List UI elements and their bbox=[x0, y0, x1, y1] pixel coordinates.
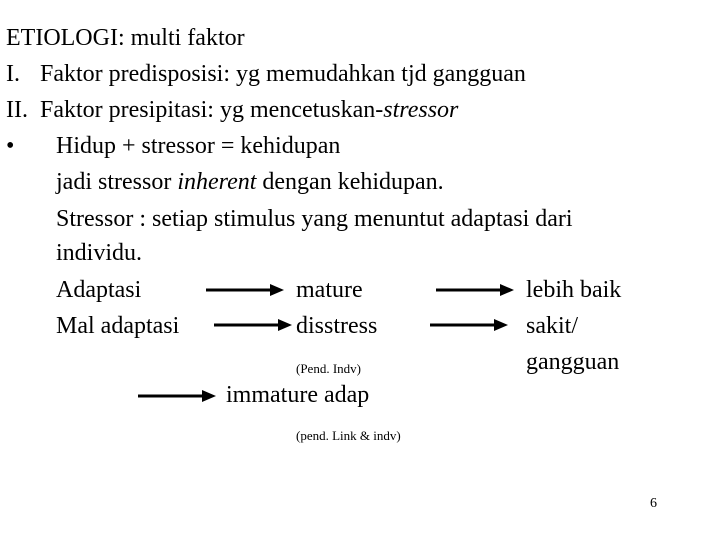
bullet-line-2-prefix: jadi stressor bbox=[56, 169, 178, 195]
bullet-line-1: Hidup + stressor = kehidupan bbox=[56, 133, 341, 159]
bullet-line-2-italic: inherent bbox=[177, 169, 257, 195]
arrow-right-icon bbox=[214, 318, 292, 332]
slide-title: ETIOLOGI: multi faktor bbox=[6, 25, 245, 51]
item-2-text bbox=[40, 96, 458, 124]
bullet-line-2 bbox=[56, 168, 444, 196]
arrow-right-icon bbox=[138, 389, 216, 403]
item-1-text: Faktor predisposisi: yg memudahkan tjd gangguan bbox=[40, 61, 526, 87]
flow-row-3-middle: immature adap bbox=[226, 382, 370, 408]
bullet-icon: • bbox=[6, 133, 15, 159]
item-1-label: I. bbox=[6, 61, 20, 87]
arrow-right-icon bbox=[430, 318, 508, 332]
item-2-label: II. bbox=[6, 97, 28, 123]
flow-row-2-end-line-1: sakit/ bbox=[526, 313, 578, 339]
flow-row-2-start: Mal adaptasi bbox=[56, 313, 180, 339]
item-2-text-prefix: Faktor presipitasi: yg mencetuskan- bbox=[40, 97, 384, 123]
flow-row-2-middle: disstress bbox=[296, 313, 378, 339]
bullet-line-2-suffix: dengan kehidupan. bbox=[256, 169, 444, 195]
arrow-right-icon bbox=[206, 283, 284, 297]
item-2-text-italic: stressor bbox=[383, 97, 459, 123]
flow-row-2-end-line-2: gangguan bbox=[526, 349, 620, 375]
flow-row-1-start: Adaptasi bbox=[56, 277, 142, 303]
page-number: 6 bbox=[650, 496, 657, 511]
bullet-line-3: Stressor : setiap stimulus yang menuntut adaptasi dari bbox=[56, 206, 573, 232]
flow-row-1-end: lebih baik bbox=[526, 277, 622, 303]
flow-note-1: (Pend. Indv) bbox=[296, 361, 361, 376]
arrow-right-icon bbox=[436, 283, 514, 297]
flow-note-2: (pend. Link & indv) bbox=[296, 428, 401, 443]
flow-row-1-middle: mature bbox=[296, 277, 363, 303]
bullet-line-4: individu. bbox=[56, 240, 143, 266]
